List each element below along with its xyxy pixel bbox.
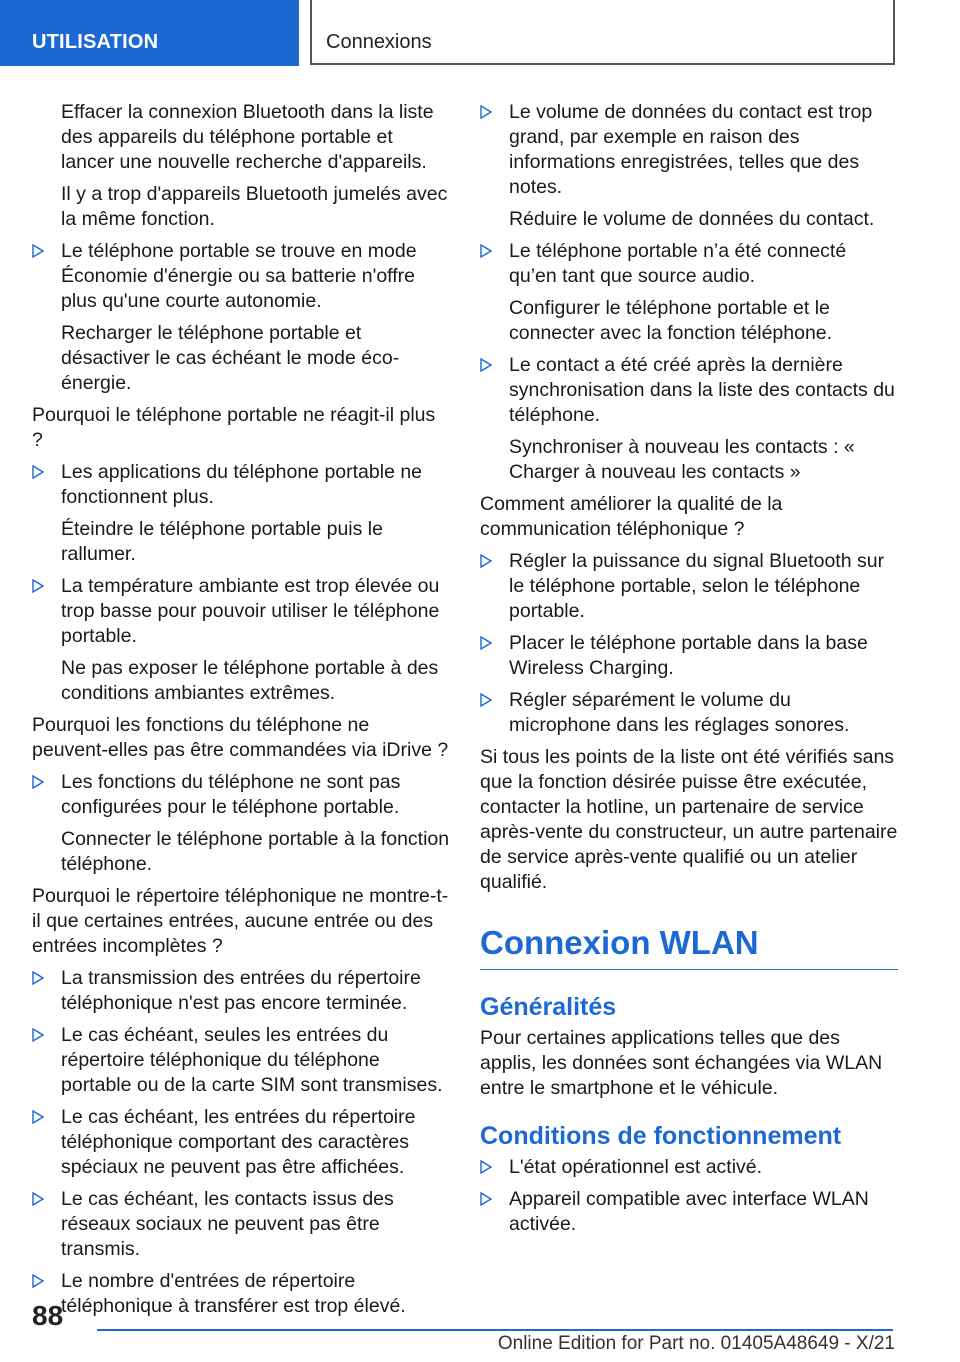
triangle-right-outline-icon <box>32 579 44 593</box>
triangle-right-outline-icon <box>32 1110 44 1124</box>
list-item-text: La température ambiante est trop élevée ou trop basse pour pouvoir utiliser le téléphone portable. <box>61 575 440 647</box>
list-item <box>480 549 898 624</box>
list-item-text: Régler la puissance du signal Bluetooth sur le téléphone portable, selon le téléphone portable. <box>509 550 885 622</box>
list-item-text: Régler séparément le volume du microphone dans les réglages sonores. <box>509 689 850 736</box>
subsection-heading: Généralités <box>480 993 617 1021</box>
list-item-text: La transmission des entrées du répertoire téléphonique n'est pas encore terminée. <box>61 967 421 1014</box>
instruction-text: Effacer la connexion Bluetooth dans la liste des appareils du téléphone portable et lancer une nouvelle recherche d'appareils. <box>61 101 434 173</box>
list-item-text: Le contact a été créé après la dernière synchronisation dans la liste des contacts du téléphone. <box>509 354 895 426</box>
triangle-right-outline-icon <box>480 244 492 258</box>
triangle-right-outline-icon <box>32 244 44 258</box>
triangle-right-outline-icon <box>480 1160 492 1174</box>
section-heading: Connexion WLAN <box>480 923 898 970</box>
list-item <box>480 688 898 738</box>
list-item-text: L'état opérationnel est activé. <box>509 1156 763 1178</box>
list-item-text: Le téléphone portable se trouve en mode Économie d'énergie ou sa batterie n'offre plus qu'une courte autonomie. <box>61 240 417 312</box>
instruction-text: Recharger le téléphone portable et désactiver le cas échéant le mode éco-énergie. <box>61 322 400 394</box>
list-item <box>32 1269 450 1319</box>
list-item-text: Le téléphone portable n’a été connecté qu’en tant que source audio. <box>509 240 847 287</box>
right-column <box>480 100 898 1244</box>
triangle-right-outline-icon <box>480 636 492 650</box>
list-item <box>32 1023 450 1098</box>
list-item-text: Le cas échéant, les contacts issus des réseaux sociaux ne peuvent pas être transmis. <box>61 1188 394 1260</box>
list-item <box>480 631 898 681</box>
triangle-right-outline-icon <box>32 775 44 789</box>
list-item <box>480 353 898 428</box>
footer-divider <box>97 1329 893 1331</box>
instruction-text: Connecter le téléphone portable à la fonction téléphone. <box>61 828 450 875</box>
page-header <box>0 0 960 66</box>
triangle-right-outline-icon <box>32 465 44 479</box>
list-item <box>32 1105 450 1180</box>
instruction-text: Il y a trop d'appareils Bluetooth jumelés avec la même fonction. <box>61 183 448 230</box>
chapter-title: Connexions <box>310 0 895 65</box>
paragraph: Pourquoi le répertoire téléphonique ne montre-t-il que certaines entrées, aucune entrée ou des entrées incomplètes ? <box>32 885 449 957</box>
footer-edition: Online Edition for Part no. 01405A48649 - X/21 <box>497 1333 895 1354</box>
triangle-right-outline-icon <box>32 971 44 985</box>
list-item <box>480 100 898 200</box>
instruction-text: Réduire le volume de données du contact. <box>509 208 875 230</box>
instruction-text: Ne pas exposer le téléphone portable à des conditions ambiantes extrêmes. <box>61 657 439 704</box>
instruction-text: Configurer le téléphone portable et le connecter avec la fonction téléphone. <box>509 297 833 344</box>
list-item <box>32 574 450 649</box>
paragraph: Si tous les points de la liste ont été vérifiés sans que la fonction désirée puisse être exécutée, contacter la hotline, un partenaire de service après-vente du constructeur, un autre partenaire de service après-vente qualifié ou un atelier qualifié. <box>480 746 898 893</box>
list-item-text: Le nombre d'entrées de répertoire téléphonique à transférer est trop élevé. <box>61 1270 406 1317</box>
list-item-text: Le cas échéant, seules les entrées du répertoire téléphonique du téléphone portable ou de la carte SIM sont transmises. <box>61 1024 443 1096</box>
list-item-text: Les applications du téléphone portable ne fonctionnent plus. <box>61 461 423 508</box>
list-item <box>32 239 450 314</box>
paragraph: Comment améliorer la qualité de la communication téléphonique ? <box>480 493 783 540</box>
instruction-text: Synchroniser à nouveau les contacts : « Charger à nouveau les contacts » <box>509 436 855 483</box>
triangle-right-outline-icon <box>32 1028 44 1042</box>
paragraph: Pour certaines applications telles que des applis, les données sont échangées via WLAN entre le smartphone et le véhicule. <box>480 1027 883 1099</box>
paragraph: Pourquoi les fonctions du téléphone ne peuvent-elles pas être commandées via iDrive ? <box>32 714 449 761</box>
triangle-right-outline-icon <box>480 105 492 119</box>
list-item <box>32 966 450 1016</box>
section-title: UTILISATION <box>0 0 299 66</box>
instruction-text: Éteindre le téléphone portable puis le rallumer. <box>61 518 383 565</box>
list-item-text: Le cas échéant, les entrées du répertoire téléphonique comportant des caractères spéciaux ne peuvent pas être affichées. <box>61 1106 416 1178</box>
list-item <box>480 1155 898 1180</box>
triangle-right-outline-icon <box>480 358 492 372</box>
triangle-right-outline-icon <box>32 1274 44 1288</box>
left-column <box>32 100 450 1326</box>
paragraph: Pourquoi le téléphone portable ne réagit-il plus ? <box>32 404 436 451</box>
page-number: 88 <box>32 1300 64 1331</box>
triangle-right-outline-icon <box>480 693 492 707</box>
list-item-text: Placer le téléphone portable dans la base Wireless Charging. <box>509 632 868 679</box>
subsection-heading: Conditions de fonctionnement <box>480 1122 842 1150</box>
list-item <box>480 1187 898 1237</box>
list-item <box>32 1187 450 1262</box>
triangle-right-outline-icon <box>32 1192 44 1206</box>
list-item-text: Le volume de données du contact est trop grand, par exemple en raison des informations enregistrées, telles que des notes. <box>509 101 873 198</box>
list-item-text: Les fonctions du téléphone ne sont pas configurées pour le téléphone portable. <box>61 771 401 818</box>
triangle-right-outline-icon <box>480 1192 492 1206</box>
triangle-right-outline-icon <box>480 554 492 568</box>
list-item <box>480 239 898 289</box>
list-item <box>32 460 450 510</box>
list-item <box>32 770 450 820</box>
list-item-text: Appareil compatible avec interface WLAN activée. <box>509 1188 869 1235</box>
